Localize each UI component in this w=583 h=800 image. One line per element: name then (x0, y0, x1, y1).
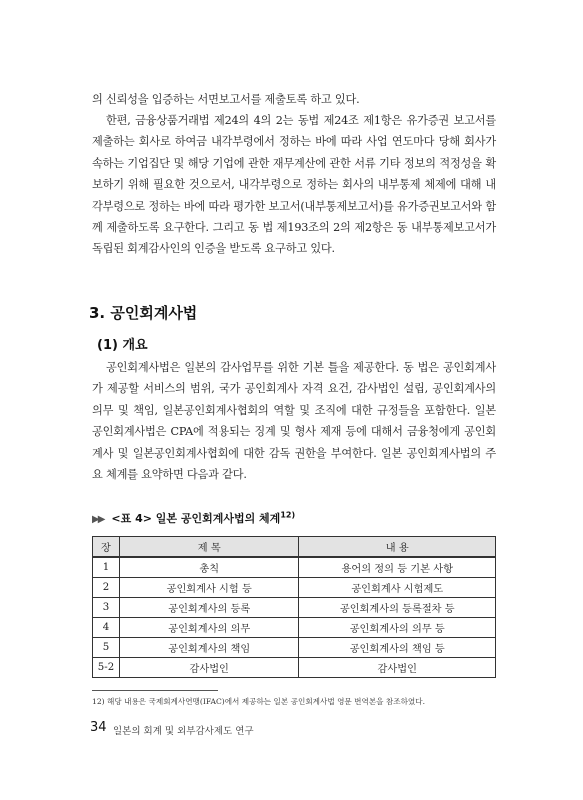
header-title: 제 목 (119, 537, 299, 558)
page-number: 34 (90, 720, 107, 735)
table-row (93, 638, 496, 658)
table-caption (92, 510, 295, 526)
running-title: 일본의 회계 및 외부감사제도 연구 (113, 726, 254, 737)
table-row (93, 578, 496, 598)
cell-chapter: 2 (93, 578, 120, 598)
header-chapter: 장 (93, 537, 120, 558)
paragraph-cpa-law-overview: 공인회계사법은 일본의 감사업무를 위한 기본 틀을 제공한다. 동 법은 공인회계사가 제공할 서비스의 범위, 국가 공인회계사 자격 요건, 감사법인 설립, 공인회계사의 의무 및 책임, 일본공인회계사협회의 역할 및 조직에 대한 규정들을 포함한다. 일본 공인회계사법은 CPA에 적용되는 징계 및 형사 제재 등에 대해서 금융청에게 공인회계사 및 일본공인회계사협회에 대한 감독 권한을 부여한다. 일본 공인회계사법의 주요 체계를 요약하면 다음과 같다. (92, 361, 496, 482)
cpa-law-structure-table (92, 536, 496, 678)
cell-title: 공인회계사의 등록 (119, 598, 299, 618)
cell-content: 용어의 정의 등 기본 사항 (299, 557, 496, 578)
arrow-marker-icon: ▶▶ (92, 514, 104, 525)
cell-title: 감사법인 (119, 658, 299, 678)
cell-chapter: 3 (93, 598, 120, 618)
cell-chapter: 5 (93, 638, 120, 658)
table-row (93, 598, 496, 618)
cell-content: 공인회계사 시험제도 (299, 578, 496, 598)
cell-title: 공인회계사의 의무 (119, 618, 299, 638)
footnote-divider (92, 690, 218, 691)
cell-chapter: 4 (93, 618, 120, 638)
footnote-text: 12) 해당 내용은 국제회계사연맹(IFAC)에서 제공하는 일본 공인회계사법 영문 번역본을 참조하였다. (92, 697, 426, 706)
cell-content: 공인회계사의 의무 등 (299, 618, 496, 638)
table-header-row (93, 537, 496, 558)
cell-chapter: 1 (93, 557, 120, 578)
subsection-title: (1) 개요 (97, 338, 148, 353)
cell-title: 공인회계사 시험 등 (119, 578, 299, 598)
cell-content: 공인회계사의 책임 등 (299, 638, 496, 658)
paragraph-internal-control: 한편, 금융상품거래법 제24의 4의 2는 동법 제24조 제1항은 유가증권 보고서를 제출하는 회사로 하여금 내각부령에서 정하는 바에 따라 사업 연도마다 당해 회사가 속하는 기업집단 및 해당 기업에 관한 재무계산에 관한 서류 기타 정보의 적정성을 확보하기 위해 필요한 것으로서, 내각부령으로 정하는 회사의 내부통제 체제에 대해 내각부령으로 정하는 바에 따라 평가한 보고서(내부통제보고서)를 유가증권보고서와 함께 제출하도록 요구한다. 그리고 동 법 제193조의 2의 제2항은 동 내부통제보고서가 독립된 회계감사인의 인증을 받도록 요구하고 있다. (92, 114, 496, 256)
table-row (93, 618, 496, 638)
paragraph-continuation: 의 신뢰성을 입증하는 서면보고서를 제출토록 하고 있다. (92, 93, 360, 106)
header-content: 내 용 (299, 537, 496, 558)
cell-content: 감사법인 (299, 658, 496, 678)
cell-title: 총칙 (119, 557, 299, 578)
table-caption-text: <표 4> 일본 공인회계사법의 체계 (111, 512, 281, 525)
cell-title: 공인회계사의 책임 (119, 638, 299, 658)
cell-chapter: 5-2 (93, 658, 120, 678)
cell-content: 공인회계사의 등록절차 등 (299, 598, 496, 618)
table-row (93, 658, 496, 678)
footnote-reference[interactable]: 12) (280, 510, 296, 520)
section-title: 3. 공인회계사법 (89, 304, 198, 322)
table-row (93, 557, 496, 578)
